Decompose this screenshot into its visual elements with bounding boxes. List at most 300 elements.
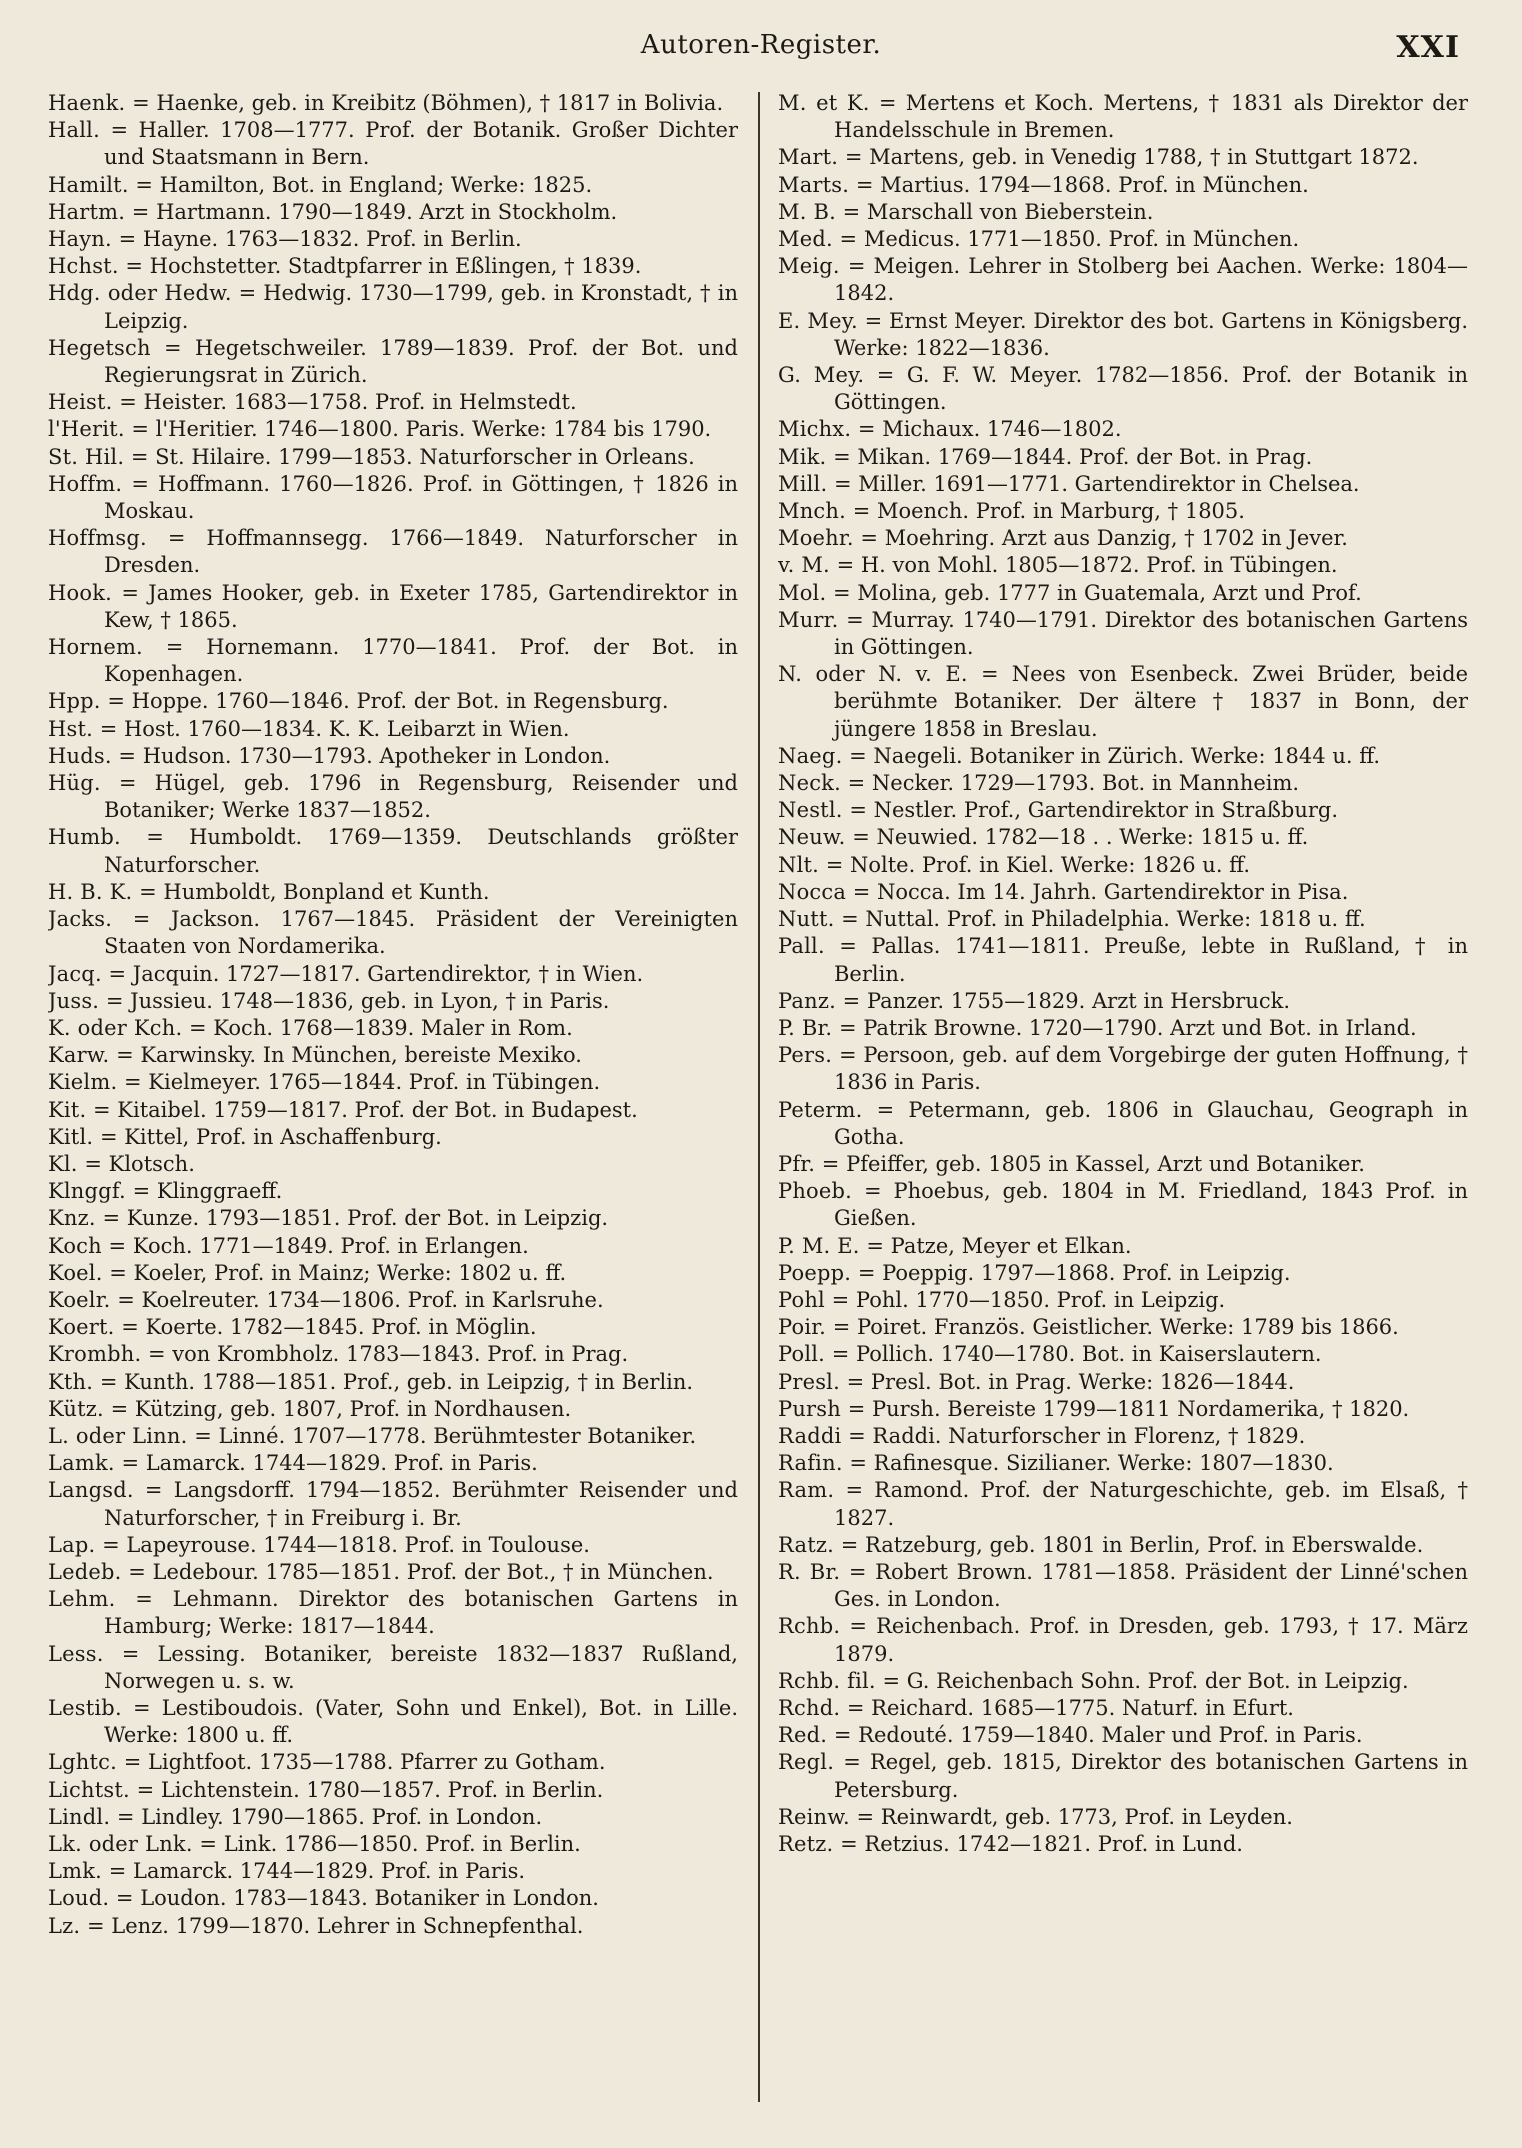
entry-description: = Hudson. 1730—1793. Apotheker in London. [118,743,611,768]
entry-description: = Meigen. Lehrer in Stolberg bei Aachen. Werke: 1804—1842. [834,254,1468,306]
entry-abbreviation: Pers. [778,1043,833,1068]
register-entry [48,716,738,743]
entry-description: = Marschall von Bieberstein. [842,199,1154,224]
column-divider [758,92,760,2102]
entry-description: = Moench. Prof. in Marburg, † 1805. [852,499,1245,524]
entry-abbreviation: Klnggf. [48,1179,126,1204]
register-entry [778,144,1468,171]
entry-abbreviation: Kütz. [48,1396,104,1421]
register-entry [48,1695,738,1749]
entry-abbreviation: Hpp. [48,689,101,714]
register-entry [48,1831,738,1858]
entry-description: = Lightfoot. 1735—1788. Pfarrer zu Gotham. [123,1750,606,1775]
register-entry [48,389,738,416]
register-entry [48,172,738,199]
entry-abbreviation: Mik. [778,444,827,469]
entry-description: = Ramond. Prof. der Naturgeschichte, geb. im Elsaß, † 1827. [834,1478,1468,1530]
register-entry [778,933,1468,987]
register-entry [778,1015,1468,1042]
register-entry [48,90,738,117]
register-entry [48,1641,738,1695]
register-entry [778,879,1468,906]
register-entry [778,498,1468,525]
entry-abbreviation: Lichtst. [48,1777,130,1802]
register-entry [778,362,1468,416]
entry-abbreviation: Less. [48,1641,104,1666]
entry-description: = Reichenbach. Prof. in Dresden, geb. 1793, † 17. März 1879. [834,1614,1468,1666]
entry-abbreviation: Hayn. [48,227,112,252]
entry-description: = Pfeiffer, geb. 1805 in Kassel, Arzt und Botaniker. [821,1151,1365,1176]
entry-description: = Poiret. Französ. Geistlicher. Werke: 1789 bis 1866. [832,1315,1399,1340]
register-entry [778,1613,1468,1667]
entry-description: = Hoffmannsegg. 1766—1849. Naturforscher in Dresden. [104,526,738,578]
register-entry [778,824,1468,851]
entry-description: = H. von Mohl. 1805—1872. Prof. in Tübingen. [836,553,1338,578]
entry-description: = Rafinesque. Sizilianer. Werke: 1807—1830. [849,1451,1334,1476]
entry-abbreviation: G. Mey. [778,363,865,388]
entry-description: = Lenz. 1799—1870. Lehrer in Schnepfenthal. [86,1913,584,1938]
entry-abbreviation: v. M. [778,553,830,578]
entry-description: = Regel, geb. 1815, Direktor des botanischen Gartens in Petersburg. [834,1750,1468,1802]
entry-abbreviation: R. Br. [778,1559,841,1584]
entry-abbreviation: Jacks. [48,907,113,932]
register-entry [778,1450,1468,1477]
register-entry [48,634,738,688]
entry-description: = Naegeli. Botaniker in Zürich. Werke: 1844 u. ff. [849,743,1381,768]
entry-description: = G. F. W. Meyer. 1782—1856. Prof. der Botanik in Göttingen. [834,363,1468,415]
entry-abbreviation: N. oder N. v. E. [778,662,968,687]
entry-description: = Nuttal. Prof. in Philadelphia. Werke: 1818 u. ff. [841,907,1366,932]
entry-abbreviation: Kitl. [48,1124,94,1149]
register-entry [48,1015,738,1042]
entry-abbreviation: P. M. E. [778,1233,860,1258]
right-column [778,90,1468,2120]
register-entry [48,1341,738,1368]
entry-description: = Humboldt. 1769—1359. Deutschlands größter Naturforscher. [104,825,738,877]
entry-description: = Martens, geb. in Venedig 1788, † in Stuttgart 1872. [844,145,1419,170]
entry-abbreviation: Hst. [48,716,94,741]
entry-description: = Neuwied. 1782—18 . . Werke: 1815 u. ff. [852,825,1309,850]
entry-abbreviation: Ram. [778,1478,835,1503]
entry-abbreviation: Lz. [48,1913,81,1938]
entry-description: = Pohl. 1770—1850. Prof. in Leipzig. [831,1287,1226,1312]
entry-description: = Kützing, geb. 1807, Prof. in Nordhausen. [110,1396,572,1421]
register-entry [48,1532,738,1559]
entry-abbreviation: Ratz. [778,1532,834,1557]
entry-abbreviation: Meig. [778,254,840,279]
entry-abbreviation: Raddi [778,1423,842,1448]
entry-abbreviation: Retz. [778,1832,834,1856]
register-entry [778,743,1468,770]
entry-abbreviation: Lamk. [48,1451,115,1476]
entry-description: = Host. 1760—1834. K. K. Leibarzt in Wien. [99,716,570,741]
register-entry [778,1369,1468,1396]
entry-abbreviation: Neck. [778,771,841,796]
entry-description: = Koch. 1768—1839. Maler in Rom. [189,1015,573,1040]
register-entry [48,1178,738,1205]
register-entry [778,1178,1468,1232]
entry-abbreviation: Rchb. [778,1614,841,1639]
entry-description: = Robert Brown. 1781—1858. Präsident der Linné'schen Ges. in London. [834,1559,1468,1612]
entry-description: = Ernst Meyer. Direktor des bot. Gartens in Königsberg. Werke: 1822—1836. [834,308,1468,360]
register-entry [48,906,738,960]
entry-abbreviation: Murr. [778,607,839,632]
entry-abbreviation: Kth. [48,1369,94,1394]
register-entry [778,797,1468,824]
entry-abbreviation: Moehr. [778,526,854,551]
entry-description: = Lamarck. 1744—1829. Prof. in Paris. [108,1859,526,1884]
register-entry [778,1532,1468,1559]
entry-abbreviation: Rafin. [778,1451,843,1476]
register-entry [48,1804,738,1831]
entry-description: = Lindley. 1790—1865. Prof. in London. [116,1804,543,1829]
register-entry [778,1559,1468,1613]
running-header: Autoren-Register. [640,30,882,60]
register-entry [778,607,1468,661]
register-entry [778,1233,1468,1260]
entry-abbreviation: Koch [48,1233,102,1258]
entry-description: = Ledebour. 1785—1851. Prof. der Bot., † in München. [128,1559,714,1584]
entry-abbreviation: Koel. [48,1260,103,1285]
entry-abbreviation: Marts. [778,172,850,197]
register-entry [48,1749,738,1776]
register-entry [778,1804,1468,1831]
entry-abbreviation: Hartm. [48,199,126,224]
entry-abbreviation: Red. [778,1723,828,1748]
entry-abbreviation: Lmk. [48,1859,103,1884]
entry-abbreviation: Phoeb. [778,1179,853,1204]
entry-abbreviation: K. oder Kch. [48,1015,183,1040]
entry-description: = Jackson. 1767—1845. Präsident der Vereinigten Staaten von Nordamerika. [104,907,738,959]
register-entry [48,1477,738,1531]
entry-description: = Hayne. 1763—1832. Prof. in Berlin. [118,227,522,252]
register-entry [48,1369,738,1396]
entry-abbreviation: Huds. [48,743,112,768]
register-entry [778,1423,1468,1450]
entry-abbreviation: Koelr. [48,1287,111,1312]
entry-description: = Panzer. 1755—1829. Arzt in Hersbruck. [842,988,1291,1013]
entry-description: = Nocca. Im 14. Jahrh. Gartendirektor in Pisa. [852,879,1349,904]
register-entry [778,172,1468,199]
entry-description: = Haenke, geb. in Kreibitz (Böhmen), † 1817 in Bolivia. [132,91,724,115]
entry-abbreviation: Mol. [778,580,827,605]
entry-description: = Lessing. Botaniker, bereiste 1832—1837 Rußland, Norwegen u. s. w. [104,1641,738,1693]
entry-abbreviation: M. et K. [778,91,870,115]
entry-description: = Kitaibel. 1759—1817. Prof. der Bot. in Budapest. [93,1097,638,1122]
register-entry [48,1858,738,1885]
entry-abbreviation: Hornem. [48,635,143,660]
entry-abbreviation: Nutt. [778,907,835,932]
entry-description: = Medicus. 1771—1850. Prof. in München. [839,227,1300,252]
entry-description: = Heister. 1683—1758. Prof. in Helmstedt. [119,390,577,415]
entry-abbreviation: Pall. [778,934,825,959]
entry-description: = Hamilton, Bot. in England; Werke: 1825. [135,172,593,197]
entry-description: = Lapeyrouse. 1744—1818. Prof. in Toulouse. [102,1532,590,1557]
entry-abbreviation: Presl. [778,1369,840,1394]
entry-description: = Redouté. 1759—1840. Maler und Prof. in Paris. [833,1723,1363,1748]
entry-description: = Moehring. Arzt aus Danzig, † 1702 in Jever. [860,526,1348,551]
entry-abbreviation: Poll. [778,1342,826,1367]
entry-description: = G. Reichenbach Sohn. Prof. der Bot. in Leipzig. [882,1668,1409,1693]
register-entry [778,444,1468,471]
entry-description: = l'Heritier. 1746—1800. Paris. Werke: 1784 bis 1790. [131,417,712,442]
register-entry [48,770,738,824]
entry-abbreviation: Loud. [48,1886,110,1911]
entry-description: = Nolte. Prof. in Kiel. Werke: 1826 u. ff. [825,852,1251,877]
entry-abbreviation: Peterm. [778,1097,863,1122]
register-entry [778,1151,1468,1178]
entry-abbreviation: Poepp. [778,1260,852,1285]
register-entry [778,1260,1468,1287]
entry-abbreviation: Kl. [48,1151,78,1176]
register-entry [778,1831,1468,1858]
register-entry [48,1586,738,1640]
register-entry [778,552,1468,579]
entry-abbreviation: Nocca [778,879,847,904]
register-entry [48,1042,738,1069]
entry-abbreviation: H. B. K. [48,879,133,904]
entry-description: = Hügel, geb. 1796 in Regensburg, Reisender und Botaniker; Werke 1837—1852. [104,771,738,823]
entry-description: = Nestler. Prof., Gartendirektor in Straßburg. [849,798,1339,823]
entry-abbreviation: Panz. [778,988,836,1013]
entry-abbreviation: Juss. [48,988,100,1013]
entry-description: = Karwinsky. In München, bereiste Mexiko. [116,1043,582,1068]
entry-abbreviation: l'Herit. [48,417,125,442]
entry-abbreviation: L. oder Linn. [48,1423,188,1448]
register-entry [778,308,1468,362]
entry-description: = Hartmann. 1790—1849. Arzt in Stockholm. [131,199,618,224]
entry-description: = Linné. 1707—1778. Berühmtester Botaniker. [194,1423,697,1448]
register-entry [778,90,1468,144]
register-entry [48,253,738,280]
entry-description: = Hochstetter. Stadtpfarrer in Eßlingen, † 1839. [125,254,642,279]
entry-description: = Lehmann. Direktor des botanischen Gartens in Hamburg; Werke: 1817—1844. [104,1587,738,1639]
entry-description: = Necker. 1729—1793. Bot. in Mannheim. [847,771,1300,796]
register-entry [778,1477,1468,1531]
entry-abbreviation: Lehm. [48,1587,116,1612]
entry-abbreviation: Naeg. [778,743,843,768]
entry-description: = Kielmeyer. 1765—1844. Prof. in Tübingen. [124,1070,601,1095]
entry-description: = James Hooker, geb. in Exeter 1785, Gartendirektor in Kew, † 1865. [104,580,738,632]
entry-description: = Hornemann. 1770—1841. Prof. der Bot. in Kopenhagen. [104,635,738,687]
register-entry [48,1097,738,1124]
entry-description: = Lichtenstein. 1780—1857. Prof. in Berlin. [136,1777,604,1802]
register-entry [778,1722,1468,1749]
register-entry [48,879,738,906]
register-entry [48,743,738,770]
entry-abbreviation: P. Br. [778,1015,833,1040]
entry-description: = Hedwig. 1730—1799, geb. in Kronstadt, † in Leipzig. [104,281,738,333]
register-entry [48,1314,738,1341]
entry-abbreviation: Hdg. oder Hedw. [48,281,232,306]
entry-abbreviation: Hüg. [48,771,101,796]
entry-abbreviation: Karw. [48,1043,110,1068]
register-entry [48,199,738,226]
register-entry [48,988,738,1015]
entry-description: = Patze, Meyer et Elkan. [866,1233,1132,1258]
entry-description: = Molina, geb. 1777 in Guatemala, Arzt und Prof. [833,580,1362,605]
entry-description: = Patrik Browne. 1720—1790. Arzt und Bot. in Irland. [838,1015,1417,1040]
entry-description: = Langsdorff. 1794—1852. Berühmter Reisender und Naturforscher, † in Freiburg i. Br. [104,1478,738,1530]
entry-abbreviation: Mart. [778,145,839,170]
register-entry [48,824,738,878]
entry-abbreviation: Krombh. [48,1342,142,1367]
register-entry [48,1396,738,1423]
entry-description: = Reinwardt, geb. 1773, Prof. in Leyden. [856,1804,1293,1829]
entry-description: = Poeppig. 1797—1868. Prof. in Leipzig. [857,1260,1291,1285]
entry-description: = Phoebus, geb. 1804 in M. Friedland, 1843 Prof. in Gießen. [834,1179,1468,1231]
register-entry [48,416,738,443]
register-entry [48,1124,738,1151]
entry-abbreviation: Kielm. [48,1070,118,1095]
entry-description: = Nees von Esenbeck. Zwei Brüder, beide berühmte Botaniker. Der ältere † 1837 in Bonn, der jüngere 1858 in Breslau. [834,662,1468,741]
entry-abbreviation: Mill. [778,471,828,496]
entry-description: = Pallas. 1741—1811. Preuße, lebte in Rußland, † in Berlin. [834,934,1468,986]
entry-abbreviation: Hoffm. [48,471,123,496]
entry-abbreviation: Hook. [48,580,112,605]
register-entry [778,1668,1468,1695]
entry-abbreviation: M. B. [778,199,836,224]
left-column [48,90,738,2120]
entry-description: = Kunze. 1793—1851. Prof. der Bot. in Leipzig. [102,1206,609,1231]
entry-description: = Ratzeburg, geb. 1801 in Berlin, Prof. in Eberswalde. [840,1532,1424,1557]
register-entry [48,280,738,334]
register-entry [48,1233,738,1260]
entry-abbreviation: Nestl. [778,798,843,823]
register-entry [778,1695,1468,1722]
entry-abbreviation: Koert. [48,1315,115,1340]
entry-description: = Hoppe. 1760—1846. Prof. der Bot. in Regensburg. [107,689,669,714]
entry-abbreviation: Reinw. [778,1804,850,1829]
entry-description: = Klotsch. [84,1151,195,1176]
entry-abbreviation: St. Hil. [48,444,125,469]
register-entry [48,444,738,471]
register-entry [48,1287,738,1314]
entry-abbreviation: Langsd. [48,1478,134,1503]
register-entry [48,580,738,634]
register-entry [48,471,738,525]
entry-abbreviation: Hall. [48,118,100,143]
register-entry [48,1913,738,1940]
register-entry [48,688,738,715]
entry-abbreviation: Michx. [778,417,852,442]
entry-abbreviation: Med. [778,227,833,252]
entry-description: = Koerte. 1782—1845. Prof. in Möglin. [121,1315,537,1340]
entry-description: = Koelreuter. 1734—1806. Prof. in Karlsruhe. [117,1287,604,1312]
entry-abbreviation: Hchst. [48,254,119,279]
entry-description: = Petermann, geb. 1806 in Glauchau, Geograph in Gotha. [834,1097,1468,1149]
entry-abbreviation: Rchb. fil. [778,1668,876,1693]
page-number: XXI [1396,30,1460,65]
entry-description: = Hegetschweiler. 1789—1839. Prof. der Bot. und Regierungsrat in Zürich. [104,335,738,388]
register-entry [778,852,1468,879]
entry-abbreviation: Jacq. [48,961,102,986]
register-entry [778,661,1468,743]
entry-description: = Lestiboudois. (Vater, Sohn und Enkel), Bot. in Lille. Werke: 1800 u. ff. [104,1695,738,1748]
register-entry [48,1559,738,1586]
entry-description: = Humboldt, Bonpland et Kunth. [139,879,490,904]
entry-description: = Retzius. 1742—1821. Prof. in Lund. [840,1832,1243,1856]
entry-abbreviation: Humb. [48,825,121,850]
register-entry [48,1450,738,1477]
entry-description: = Hoffmann. 1760—1826. Prof. in Göttingen, † 1826 in Moskau. [104,471,738,524]
register-entry [48,335,738,389]
register-entry [778,580,1468,607]
entry-description: = Koeler, Prof. in Mainz; Werke: 1802 u. ff. [109,1260,567,1285]
register-entry [48,1205,738,1232]
register-entry [778,1396,1468,1423]
entry-abbreviation: Haenk. [48,91,126,115]
register-entry [778,770,1468,797]
entry-description: = Loudon. 1783—1843. Botaniker in London. [115,1886,599,1911]
register-entry [778,525,1468,552]
entry-description: = Presl. Bot. in Prag. Werke: 1826—1844. [846,1369,1295,1394]
register-entry [48,1777,738,1804]
entry-abbreviation: Nlt. [778,852,820,877]
register-entry [778,471,1468,498]
register-entry [48,525,738,579]
register-entry [48,961,738,988]
entry-abbreviation: Lk. oder Lnk. [48,1832,193,1856]
register-entry [48,1260,738,1287]
entry-description: = Kittel, Prof. in Aschaffenburg. [99,1124,442,1149]
entry-description: = Mertens et Koch. Mertens, † 1831 als Direktor der Handelsschule in Bremen. [834,91,1468,143]
entry-description: = Martius. 1794—1868. Prof. in München. [855,172,1309,197]
entry-abbreviation: Lestib. [48,1695,122,1720]
entry-abbreviation: Kit. [48,1097,87,1122]
entry-abbreviation: Poir. [778,1315,827,1340]
entry-description: = Kunth. 1788—1851. Prof., geb. in Leipzig, † in Berlin. [99,1369,694,1394]
entry-abbreviation: Regl. [778,1750,835,1775]
entry-abbreviation: Neuw. [778,825,846,850]
register-entry [48,1069,738,1096]
entry-abbreviation: Hamilt. [48,172,129,197]
entry-abbreviation: Ledeb. [48,1559,122,1584]
register-entry [778,1097,1468,1151]
register-entry [48,1423,738,1450]
register-entry [48,117,738,171]
register-entry [48,1885,738,1912]
entry-description: = Klinggraeff. [132,1179,283,1204]
entry-abbreviation: Pfr. [778,1151,816,1176]
entry-abbreviation: E. Mey. [778,308,858,333]
entry-description: = Jacquin. 1727—1817. Gartendirektor, † in Wien. [108,961,644,986]
register-entry [778,1341,1468,1368]
entry-abbreviation: Lap. [48,1532,96,1557]
register-entry [778,253,1468,307]
register-entry [778,199,1468,226]
entry-description: = Jussieu. 1748—1836, geb. in Lyon, † in Paris. [105,988,610,1013]
entry-abbreviation: Pursh [778,1396,841,1421]
entry-abbreviation: Hoffmsg. [48,526,147,551]
entry-abbreviation: Rchd. [778,1695,841,1720]
entry-description: = Lamarck. 1744—1829. Prof. in Paris. [121,1451,538,1476]
register-entry [778,1749,1468,1803]
entry-description: = Reichard. 1685—1775. Naturf. in Efurt. [846,1695,1294,1720]
register-entry [778,906,1468,933]
entry-description: = Persoon, geb. auf dem Vorgebirge der guten Hoffnung, † 1836 in Paris. [834,1043,1468,1095]
entry-description: = von Krombholz. 1783—1843. Prof. in Prag. [148,1342,629,1367]
entry-description: = Murray. 1740—1791. Direktor des botanischen Gartens in Göttingen. [834,607,1468,660]
entry-abbreviation: Heist. [48,390,113,415]
register-entry [778,1042,1468,1096]
register-entry [778,416,1468,443]
entry-description: = Raddi. Naturforscher in Florenz, † 1829. [848,1423,1306,1448]
entry-description: = Miller. 1691—1771. Gartendirektor in Chelsea. [834,471,1360,496]
entry-abbreviation: Hegetsch [48,335,151,360]
entry-description: = Haller. 1708—1777. Prof. der Botanik. Großer Dichter und Staatsmann in Bern. [104,118,738,170]
register-entry [48,226,738,253]
